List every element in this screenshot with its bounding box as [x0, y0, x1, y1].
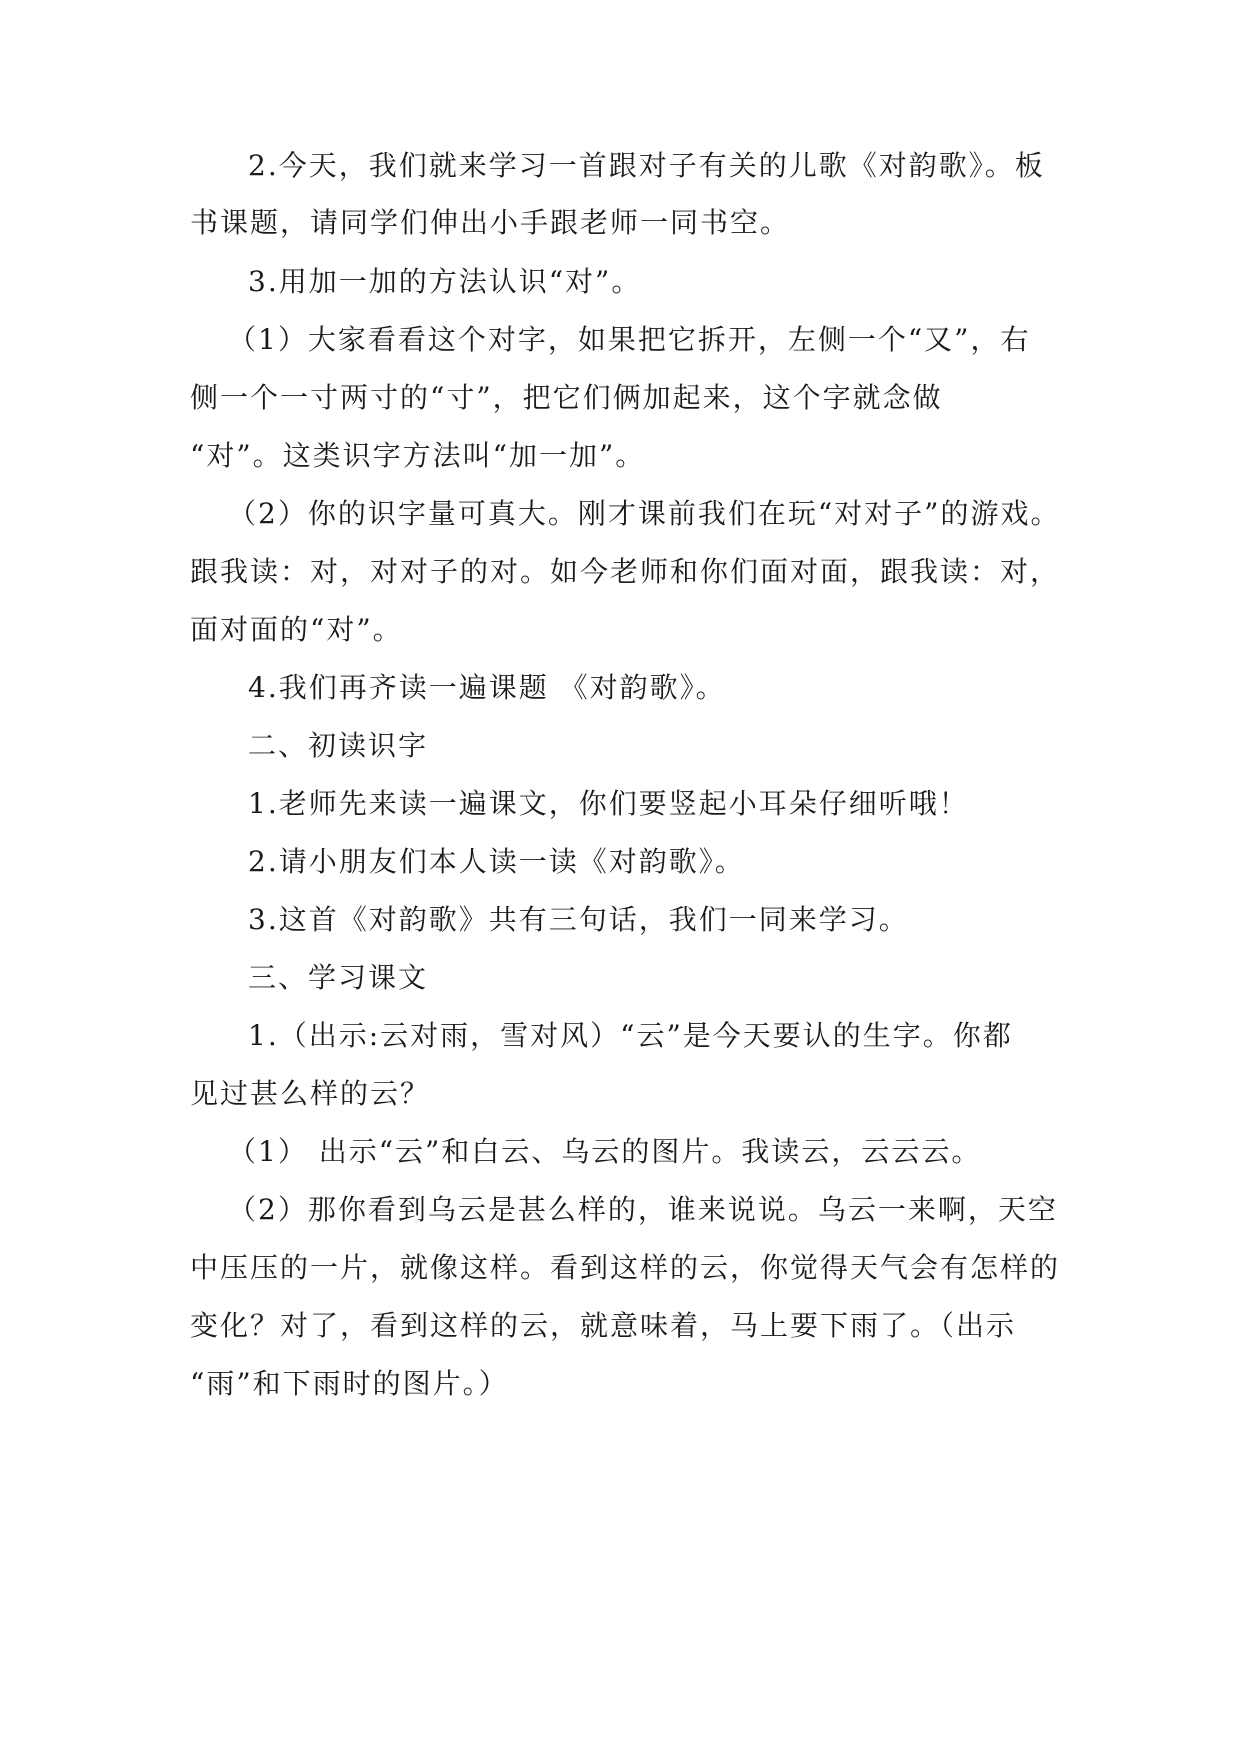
paragraph-line: 3.这首《对韵歌》共有三句话，我们一同来学习。 — [248, 903, 909, 936]
paragraph-line: 见过甚么样的云？ — [190, 1077, 431, 1110]
paragraph-line: （2）你的识字量可真大。刚才课前我们在玩“对对子”的游戏。 — [228, 497, 1061, 530]
paragraph-line: 面对面的“对”。 — [190, 613, 403, 646]
paragraph-line: （2）那你看到乌云是甚么样的，谁来说说。乌云一来啊，天空 — [228, 1193, 1058, 1226]
paragraph-line: 中压压的一片，就像这样。看到这样的云，你觉得天气会有怎样的 — [190, 1251, 1061, 1284]
paragraph-line: 3.用加一加的方法认识“对”。 — [248, 265, 642, 298]
paragraph-line: “雨”和下雨时的图片。） — [190, 1367, 509, 1400]
paragraph-line: 2.请小朋友们本人读一读《对韵歌》。 — [248, 845, 745, 878]
paragraph-line: “对”。这类识字方法叫“加一加”。 — [190, 439, 646, 472]
paragraph-line: 变化？对了，看到这样的云，就意味着，马上要下雨了。（出示 — [190, 1309, 1017, 1342]
section-heading: 二、初读识字 — [248, 729, 429, 762]
paragraph-line: 1.老师先来读一遍课文，你们要竖起小耳朵仔细听哦！ — [248, 787, 969, 820]
section-heading: 三、学习课文 — [248, 961, 429, 994]
paragraph-line: 2.今天，我们就来学习一首跟对子有关的儿歌《对韵歌》。板 — [248, 149, 1045, 182]
paragraph-line: 4.我们再齐读一遍课题 《对韵歌》。 — [248, 671, 726, 704]
paragraph-line: 1.（出示:云对雨，雪对风）“云”是今天要认的生字。你都 — [248, 1019, 1013, 1052]
paragraph-line: （1） 出示“云”和白云、乌云的图片。我读云，云云云。 — [228, 1135, 982, 1168]
paragraph-line: 跟我读：对，对对子的对。如今老师和你们面对面，跟我读：对， — [190, 555, 1061, 588]
paragraph-line: 书课题，请同学们伸出小手跟老师一同书空。 — [190, 206, 791, 239]
paragraph-line: （1）大家看看这个对字，如果把它拆开，左侧一个“又”，右 — [228, 323, 1031, 356]
paragraph-line: 侧一个一寸两寸的“寸”，把它们俩加起来，这个字就念做 — [190, 381, 943, 414]
